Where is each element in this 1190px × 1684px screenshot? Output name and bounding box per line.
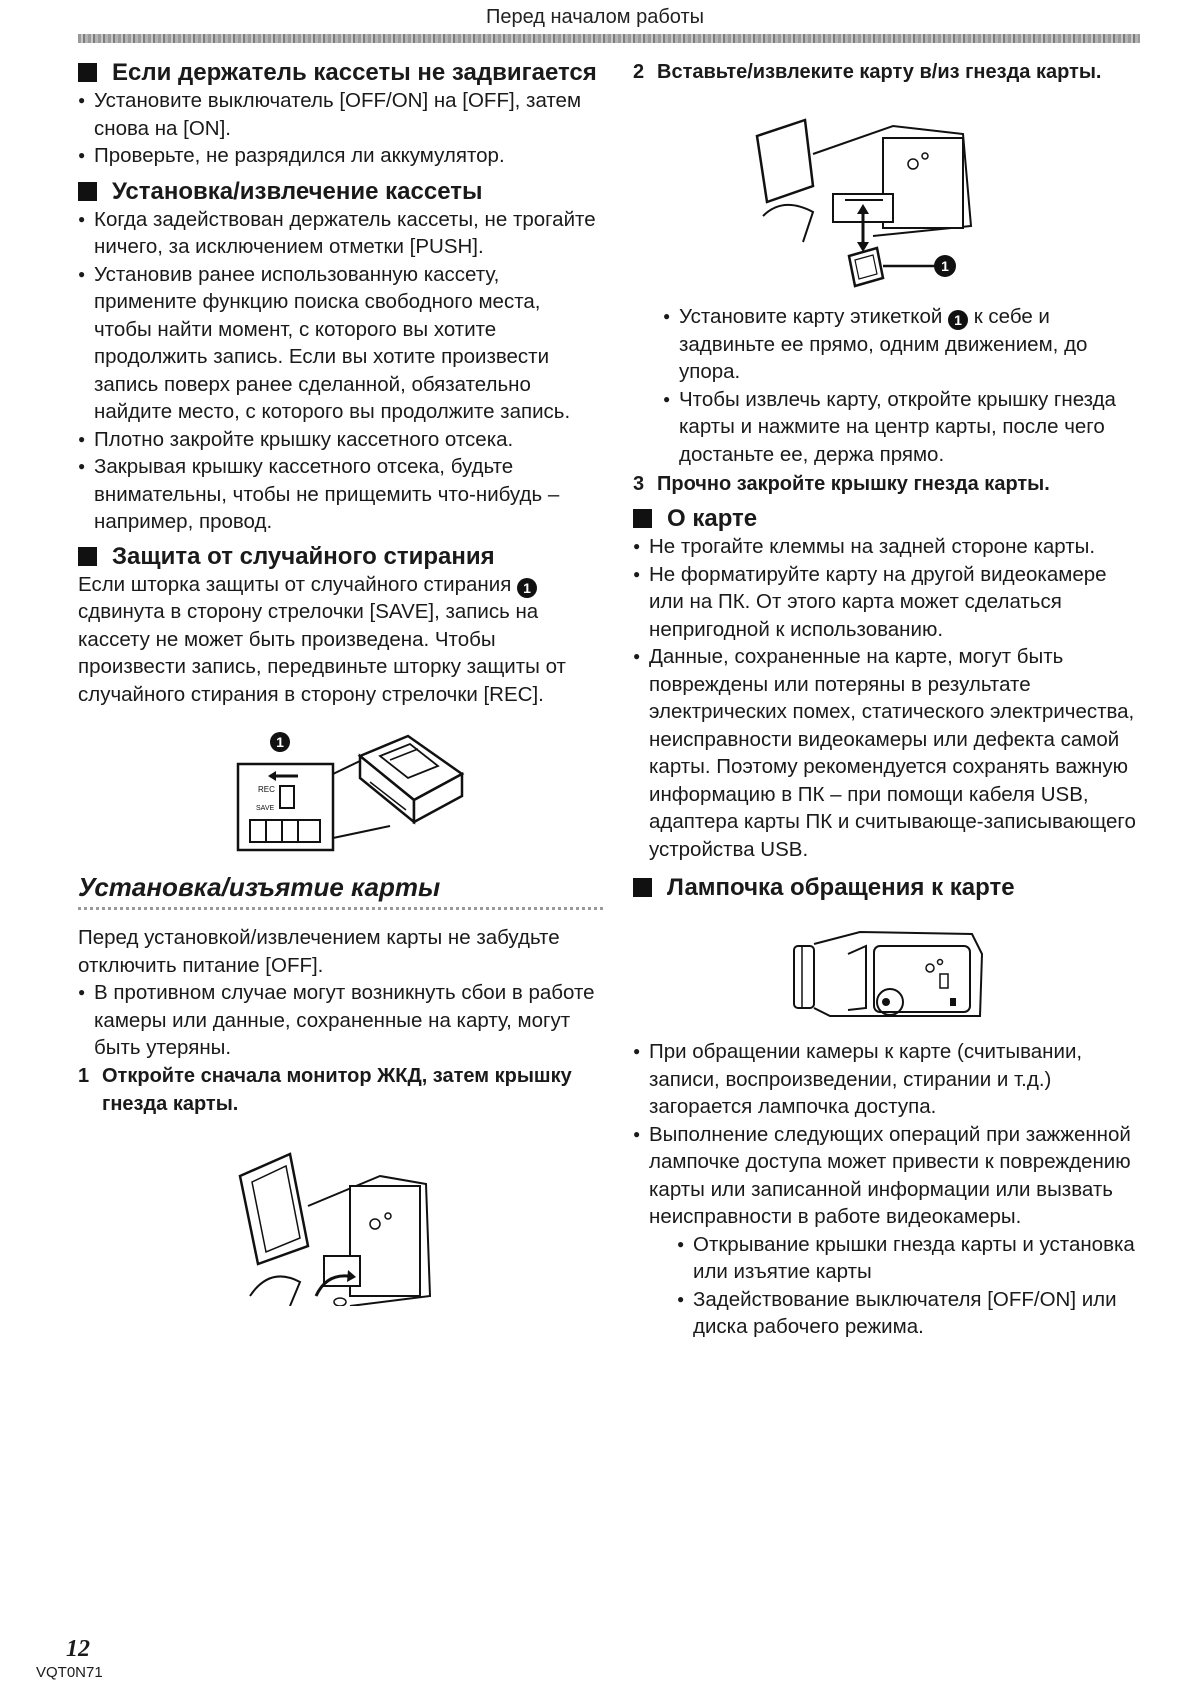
rec-label: REC <box>258 785 275 794</box>
sub-bullet-item: ● Открывание крышки гнезда карты и установка или изъятие карты <box>677 1231 1143 1286</box>
paragraph-erase-protection: Если шторка защиты от случайного стирания 1 сдвинута в сторону стрелочки [SAVE], запись на кассету не может быть произведена. Чтобы произвести запись, передвиньте шторку защиты от случайного стирания в сторону стрелочки [REC]. <box>78 572 566 706</box>
bullet-item: ● Закрывая крышку кассетного отсека, будьте внимательны, чтобы не прищемить что-нибудь – например, провод. <box>78 453 603 536</box>
bullet-item: ● Проверьте, не разрядился ли аккумулятор. <box>78 142 603 170</box>
document-code: VQT0N71 <box>36 1664 103 1681</box>
left-column <box>78 58 603 1306</box>
sub-bullet-item: ● Задействование выключателя [OFF/ON] или диска рабочего режима. <box>677 1286 1143 1341</box>
card-intro: Перед установкой/извлечением карты не забудьте отключить питание [OFF]. <box>78 926 560 977</box>
bullet-item: ● Не трогайте клеммы на задней стороне карты. <box>633 533 1143 561</box>
section-square-icon <box>78 547 97 566</box>
card-insert-figure <box>753 116 983 291</box>
bullet-item: ● Выполнение следующих операций при зажженной лампочке доступа может привести к повреждению карты или записанной информации или вызвать неисправности в работе видеокамеры. <box>633 1121 1143 1231</box>
camera-open-lcd-figure <box>230 1146 440 1306</box>
page-header: Перед началом работы <box>485 6 705 28</box>
bullet-item: ● Плотно закройте крышку кассетного отсека. <box>78 426 603 454</box>
page-number: 12 <box>66 1636 90 1662</box>
step-3: 3 Прочно закройте крышку гнезда карты. <box>633 473 1050 495</box>
header-rule <box>78 34 1140 43</box>
right-column <box>633 58 1143 1341</box>
bullet-item: ● В противном случае могут возникнуть сбои в работе камеры или данные, сохраненные на карту, могут быть утеряны. <box>78 979 603 1062</box>
section-heading-cassette-insert: Установка/извлечение кассеты <box>78 177 603 206</box>
bullet-item: ● Установив ранее использованную кассету, примените функцию поиска свободного места, чтобы найти момент, с которого вы хотите продолжить запись. Если вы хотите произвести запись поверх ранее сделанной, обязательно найдите место, с которого вы продолжите запись. <box>78 261 603 426</box>
bullet-item: ● При обращении камеры к карте (считывании, записи, воспроизведении, стирании и т.д.) загорается лампочка доступа. <box>633 1038 1143 1121</box>
section-heading-cassette-holder: Если держатель кассеты не задвигается <box>78 58 603 87</box>
section-square-icon <box>78 63 97 82</box>
card-section-title: Установка/изъятие карты <box>78 870 603 910</box>
access-lamp-figure <box>790 924 990 1022</box>
callout-1-icon: 1 <box>948 310 968 330</box>
bullet-item: ● Установите выключатель [OFF/ON] на [OFF], затем снова на [ON]. <box>78 87 603 142</box>
section-heading-erase-protection: Защита от случайного стирания <box>78 542 603 571</box>
bullet-item: ● Не форматируйте карту на другой видеокамере или на ПК. От этого карта может сделаться непригодной к использованию. <box>633 561 1143 644</box>
cassette-protection-figure <box>230 730 470 860</box>
section-square-icon <box>78 182 97 201</box>
step-2: 2 Вставьте/извлеките карту в/из гнезда карты. <box>633 61 1102 83</box>
callout-number: 1 <box>941 258 949 274</box>
callout-1-icon: 1 <box>517 578 537 598</box>
section-heading-about-card: О карте <box>633 504 1143 533</box>
save-label: SAVE <box>256 805 275 812</box>
bullet-item: ● Установите карту этикеткой 1 к себе и задвиньте ее прямо, одним движением, до упора. <box>663 303 1143 386</box>
section-square-icon <box>633 878 652 897</box>
bullet-item: ● Когда задействован держатель кассеты, не трогайте ничего, за исключением отметки [PUSH]. <box>78 206 603 261</box>
bullet-item: ● Чтобы извлечь карту, откройте крышку гнезда карты и нажмите на центр карты, после чего достаньте ее, держа прямо. <box>663 386 1143 469</box>
bullet-item: ● Данные, сохраненные на карте, могут быть повреждены или потеряны в результате электрических помех, статического электричества, неисправности видеокамеры или дефекта самой карты. Поэтому рекомендуется сохранять важную информацию в ПК – при помощи кабеля USB, адаптера карты ПК и считывающе-записывающего устройства USB. <box>633 643 1143 863</box>
section-square-icon <box>633 509 652 528</box>
section-heading-access-lamp: Лампочка обращения к карте <box>633 873 1143 902</box>
callout-number: 1 <box>276 734 284 750</box>
step-1: 1 Откройте сначала монитор ЖКД, затем крышку гнезда карты. <box>78 1064 572 1115</box>
